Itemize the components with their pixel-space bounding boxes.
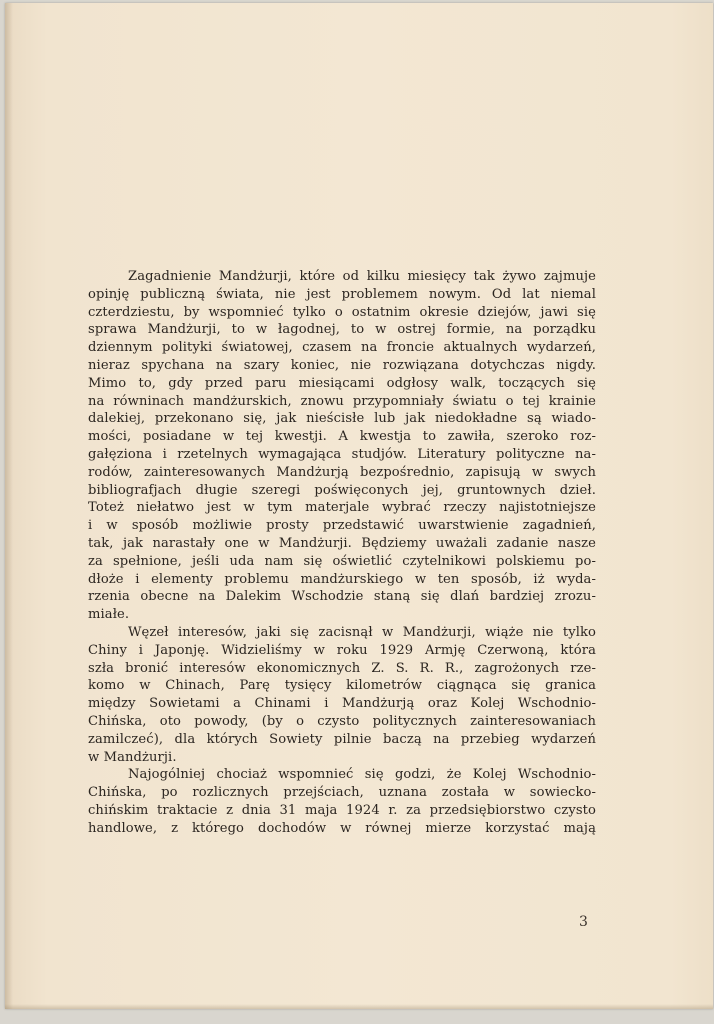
text-line: chińskim traktacie z dnia 31 maja 1924 r. za przedsiębiorstwo czysto: [88, 802, 596, 818]
text-line: bibliografjach długie szeregi poświęconych jej, gruntownych dzieł.: [88, 482, 596, 498]
text-line: na równinach mandżurskich, znowu przypomniały światu o tej krainie: [88, 393, 596, 409]
text-line: za spełnione, jeśli uda nam się oświetlić czytelnikowi polskiemu po-: [88, 553, 596, 569]
text-line: sprawa Mandżurji, to w łagodnej, to w ostrej formie, na porządku: [88, 322, 596, 338]
text-line: Węzeł interesów, jaki się zacisnął w Mandżurji, wiąże nie tylko: [128, 624, 596, 640]
text-line: Mimo to, gdy przed paru miesiącami odgłosy walk, toczących się: [88, 375, 596, 391]
text-line: dłoże i elementy problemu mandżurskiego w ten sposób, iż wyda-: [88, 571, 596, 587]
text-line: w Mandżurji.: [88, 749, 177, 765]
text-line: i w sposób możliwie prosty przedstawić uwarstwienie zagadnień,: [88, 518, 596, 534]
body-text: [88, 268, 596, 838]
page-edge-shadow: [5, 3, 13, 1009]
text-line: nieraz spychana na szary koniec, nie rozwiązana dotychczas nigdy.: [88, 357, 596, 373]
text-line: Najogólniej chociaż wspomnieć się godzi, że Kolej Wschodnio-: [128, 767, 596, 783]
text-line: rodów, zainteresowanych Mandżurją bezpośrednio, zapisują w swych: [88, 464, 596, 480]
text-line: dziennym polityki światowej, czasem na froncie aktualnych wydarzeń,: [88, 340, 596, 356]
text-line: szła bronić interesów ekonomicznych Z. S. R. R., zagrożonych rze-: [88, 660, 596, 676]
paragraph: [88, 624, 596, 766]
paragraph: [88, 268, 596, 624]
text-line: komo w Chinach, Parę tysięcy kilometrów ciągnąca się granica: [88, 678, 596, 694]
text-line: Zagadnienie Mandżurji, które od kilku miesięcy tak żywo zajmuje: [128, 269, 596, 284]
text-line: gałęziona i rzetelnych wymagająca studjów. Literatury polityczne na-: [88, 446, 596, 462]
text-line: rzenia obecne na Dalekim Wschodzie staną się dlań bardziej zrozu-: [88, 589, 596, 605]
page-bottom-shadow: [5, 1004, 713, 1009]
text-line: między Sowietami a Chinami i Mandżurją oraz Kolej Wschodnio-: [88, 696, 596, 712]
text-line: Chińska, po rozlicznych przejściach, uznana została w sowiecko-: [88, 785, 596, 801]
text-line: miałe.: [88, 607, 130, 623]
text-line: zamilczeć), dla których Sowiety pilnie baczą na przebieg wydarzeń: [88, 731, 596, 747]
text-line: opinję publiczną świata, nie jest problemem nowym. Od lat niemal: [88, 286, 596, 302]
text-line: Chiny i Japonję. Widzieliśmy w roku 1929 Armję Czerwoną, która: [88, 642, 596, 658]
text-line: Chińska, oto powody, (by o czysto politycznych zainteresowaniach: [88, 713, 596, 729]
document-page: [5, 3, 713, 1009]
text-line: dalekiej, przekonano się, jak nieścisłe lub jak niedokładne są wiado-: [88, 411, 596, 427]
text-line: mości, posiadane w tej kwestji. A kwestja to zawiła, szeroko roz-: [88, 429, 596, 445]
page-number: 3: [579, 914, 588, 930]
text-line: Toteż niełatwo jest w tym materjale wybrać rzeczy najistotniejsze: [88, 500, 596, 516]
paragraph: [88, 766, 596, 837]
text-line: tak, jak narastały one w Mandżurji. Będziemy uważali zadanie nasze: [88, 535, 596, 551]
text-line: czterdziestu, by wspomnieć tylko o ostatnim okresie dziejów, jawi się: [88, 304, 596, 320]
text-line: handlowe, z którego dochodów w równej mierze korzystać mają: [88, 820, 596, 836]
